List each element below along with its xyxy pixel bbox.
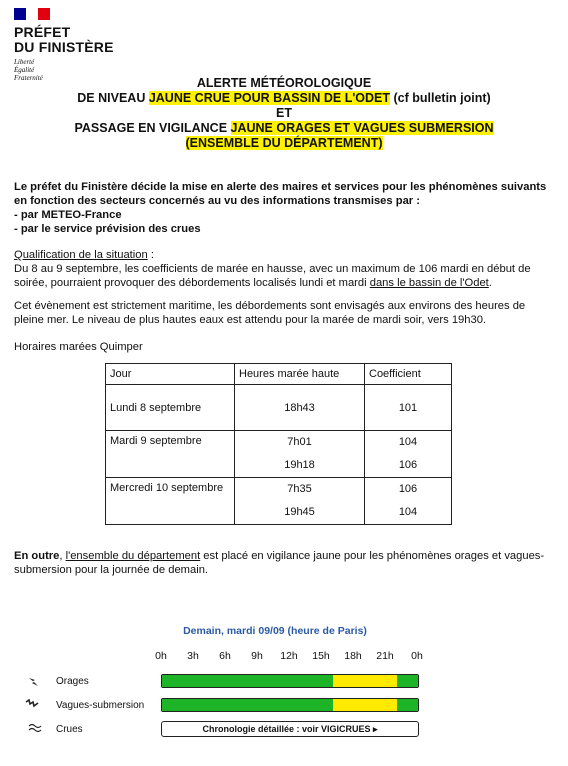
header-heures: Heures marée haute — [235, 364, 365, 385]
table-row — [106, 385, 452, 431]
green-segment — [162, 675, 333, 687]
vigilance-title: Demain, mardi 09/09 (heure de Paris) — [183, 625, 367, 637]
orages-vigilance-bar — [161, 674, 419, 688]
intro-bullet-meteofrance: - par METEO-France — [14, 209, 122, 221]
tides-caption: Horaires marées Quimper — [14, 341, 143, 353]
row-label-orages: Orages — [56, 676, 89, 687]
waves-icon — [25, 699, 39, 709]
hour-tick: 6h — [219, 650, 231, 662]
outro-bold: En outre — [14, 550, 60, 562]
intro-text: Le préfet du Finistère décide la mise en alerte des maires et services pour les phénomènes suivants en fonction des secteurs concernés au vu des informations transmises par : — [14, 181, 547, 207]
vigicrues-link-button[interactable]: Chronologie détaillée : voir VIGICRUES ▸ — [161, 721, 419, 737]
table-header-row — [106, 364, 452, 385]
time-1: 7h35 — [287, 483, 312, 495]
header-coefficient: Coefficient — [365, 364, 452, 385]
org-line2: DU FINISTÈRE — [14, 39, 114, 55]
green-segment — [397, 699, 418, 711]
motto-liberte: Liberté — [14, 58, 35, 66]
outro-text: est placé en vigilance jaune pour les phénomènes orages et vagues-submersion pour la journée de demain. — [14, 550, 545, 576]
hour-tick: 0h — [411, 650, 423, 662]
header-jour: Jour — [106, 364, 235, 385]
situation-heading-text: Qualification de la situation — [14, 249, 148, 261]
title-line2 — [0, 91, 568, 106]
tides-table — [105, 363, 452, 525]
title-line2-post: (cf bulletin joint) — [390, 91, 491, 105]
row-times — [235, 478, 365, 525]
title-line5 — [0, 136, 568, 151]
situation-text-end: . — [488, 277, 492, 289]
hour-tick: 12h — [280, 650, 298, 662]
table-row — [106, 431, 452, 478]
hour-tick: 18h — [344, 650, 362, 662]
motto-fraternite: Fraternité — [14, 74, 43, 82]
situation-heading — [14, 248, 554, 262]
coef-1: 104 — [398, 436, 418, 448]
row-time: 18h43 — [235, 385, 365, 431]
time-2: 19h45 — [284, 506, 315, 518]
intro-paragraph — [14, 180, 554, 236]
prefecture-name — [14, 25, 114, 55]
vagues-vigilance-bar — [161, 698, 419, 712]
title-line2-highlight: JAUNE CRUE POUR BASSIN DE L'ODET — [148, 91, 391, 105]
hour-tick: 9h — [251, 650, 263, 662]
row-coefs — [365, 478, 452, 525]
row-coefs — [365, 431, 452, 478]
situation-paragraph-2: Cet évènement est strictement maritime, les débordements sont envisagés aux environs des heures de pleine mer. Le niveau de plus hautes eaux est attendu pour la marée de mardi soir, vers 19h30. — [14, 300, 526, 326]
river-icon — [28, 723, 42, 733]
row-label-vagues: Vagues-submersion — [56, 700, 145, 711]
time-1: 7h01 — [287, 436, 312, 448]
hour-tick: 15h — [312, 650, 330, 662]
row-day: Lundi 8 septembre — [106, 385, 235, 431]
title-line3: ET — [276, 106, 292, 120]
org-line1: PRÉFET — [14, 24, 71, 40]
row-day: Mercredi 10 septembre — [106, 478, 235, 525]
row-coef: 101 — [365, 385, 452, 431]
lightning-icon — [27, 677, 41, 687]
time-2: 19h18 — [284, 459, 315, 471]
green-segment — [397, 675, 418, 687]
green-segment — [162, 699, 333, 711]
motto-egalite: Égalité — [14, 66, 35, 74]
marianne-flag-logo — [14, 8, 50, 20]
yellow-segment — [333, 699, 397, 711]
outro-sep: , — [59, 550, 66, 562]
title-line4 — [0, 121, 568, 136]
situation-text: Du 8 au 9 septembre, les coefficients de marée en hausse, avec un maximum de 106 mardi en début de soirée, pourraient provoquer des débordements localisés lundi et mardi — [14, 263, 531, 289]
title-line2-pre: DE NIVEAU — [77, 91, 149, 105]
coef-2: 106 — [398, 459, 418, 471]
row-label-crues: Crues — [56, 724, 83, 735]
table-row — [106, 478, 452, 525]
coef-1: 106 — [398, 483, 418, 495]
title-line4-pre: PASSAGE EN VIGILANCE — [74, 121, 231, 135]
outro-paragraph — [14, 549, 554, 577]
odet-basin-link: dans le bassin de l'Odet — [369, 277, 489, 289]
row-day: Mardi 9 septembre — [106, 431, 235, 478]
coef-2: 104 — [398, 506, 418, 518]
yellow-segment — [333, 675, 397, 687]
hour-tick: 0h — [155, 650, 167, 662]
hour-tick: 3h — [187, 650, 199, 662]
title-line5-highlight: (ENSEMBLE DU DÉPARTEMENT) — [185, 136, 383, 150]
document-title — [0, 76, 568, 151]
intro-bullet-crues: - par le service prévision des crues — [14, 223, 201, 235]
title-line4-highlight: JAUNE ORAGES ET VAGUES SUBMERSION — [230, 121, 494, 135]
outro-link: l'ensemble du département — [65, 550, 201, 562]
situation-paragraph — [14, 262, 554, 290]
title-line1: ALERTE MÉTÉOROLOGIQUE — [196, 76, 372, 90]
situation-heading-suffix: : — [147, 249, 154, 261]
hour-tick: 21h — [376, 650, 394, 662]
row-times — [235, 431, 365, 478]
